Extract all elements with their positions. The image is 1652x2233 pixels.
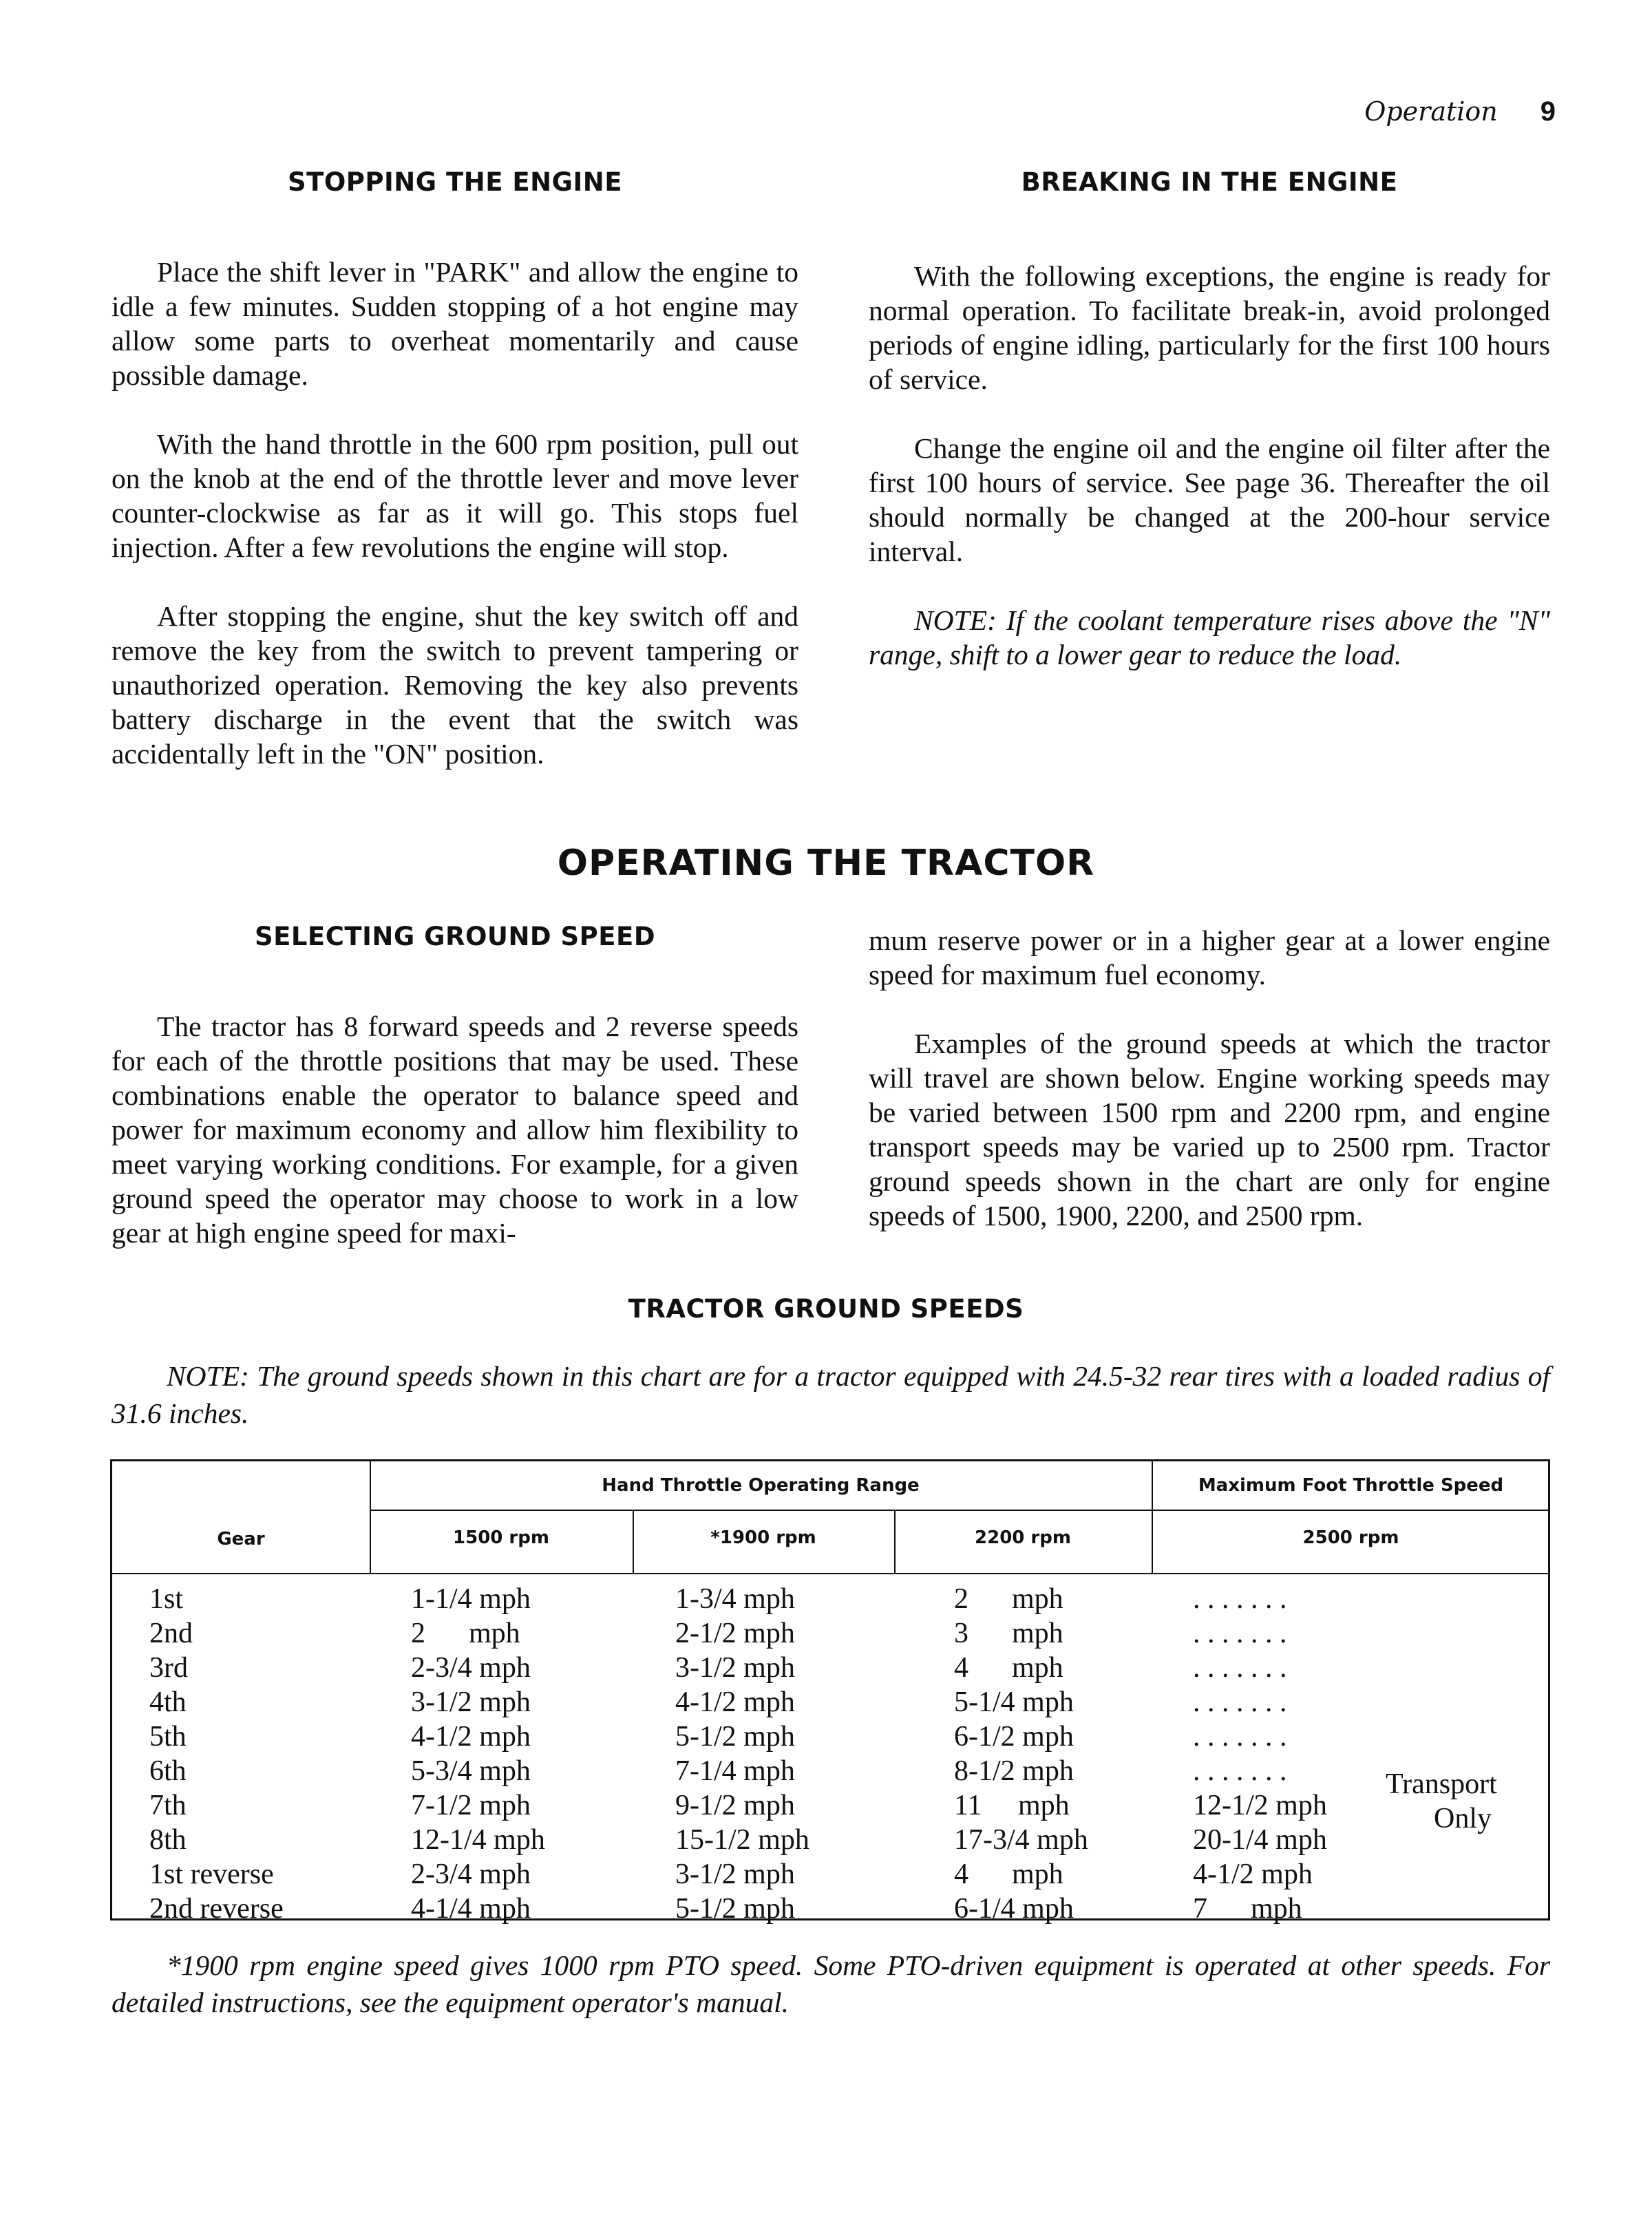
- selecting-speed-heading: SELECTING GROUND SPEED: [254, 922, 656, 951]
- speed-2500-cell: . . . . . . .: [1193, 1583, 1287, 1615]
- speed-2500-cell: . . . . . . .: [1193, 1652, 1287, 1684]
- speed-2500-cell: 4-1/2 mph: [1193, 1859, 1313, 1890]
- speed-2500-cell: 20-1/4 mph: [1193, 1824, 1327, 1856]
- speed-2500-cell: . . . . . . .: [1193, 1755, 1287, 1787]
- speed-2200-cell: 17-3/4 mph: [954, 1824, 1088, 1856]
- gear-cell: 7th: [149, 1790, 187, 1821]
- speed-2500-cell: . . . . . . .: [1193, 1721, 1287, 1753]
- gear-cell: 1st reverse: [149, 1859, 274, 1890]
- ground-speeds-note: NOTE: The ground speeds shown in this chart are for a tractor equipped with 24.5-32 rear tires with a loaded radius of 31.6 inches.: [112, 1360, 1550, 1429]
- speed-1500-cell: 3-1/2 mph: [411, 1686, 531, 1718]
- speed-2200-cell: 3 mph: [954, 1618, 1063, 1649]
- speed-2500-cell: 7 mph: [1193, 1893, 1302, 1925]
- rpm-1500-header: 1500 rpm: [453, 1527, 549, 1548]
- selecting-paragraph-1-continued: mum reserve power or in a higher gear at a lower engine speed for maximum fuel economy.: [869, 924, 1550, 991]
- speed-2200-cell: 6-1/4 mph: [954, 1893, 1074, 1925]
- speed-1500-cell: 7-1/2 mph: [411, 1790, 531, 1821]
- gear-cell: 1st: [149, 1583, 184, 1615]
- speed-1500-cell: 2-3/4 mph: [411, 1652, 531, 1684]
- speed-2500-cell: . . . . . . .: [1193, 1686, 1287, 1718]
- running-head: [1364, 96, 1556, 127]
- speed-2200-cell: 2 mph: [954, 1583, 1063, 1615]
- pto-footnote: *1900 rpm engine speed gives 1000 rpm PTO speed. Some PTO-driven equipment is operated at other speeds. For detailed instructions, see the equipment operator's manual.: [112, 1949, 1550, 2018]
- breaking-in-heading: BREAKING IN THE ENGINE: [1021, 167, 1398, 197]
- speed-1500-cell: 1-1/4 mph: [411, 1583, 531, 1615]
- speed-1500-cell: 4-1/2 mph: [411, 1721, 531, 1753]
- ground-speeds-table: [110, 1459, 1550, 1925]
- gear-cell: 2nd reverse: [149, 1893, 284, 1925]
- table-body-rule: [112, 1573, 1550, 1574]
- speed-1900-cell: 3-1/2 mph: [675, 1652, 795, 1684]
- foot-throttle-header: Maximum Foot Throttle Speed: [1198, 1475, 1504, 1496]
- speed-1900-cell: 1-3/4 mph: [675, 1583, 795, 1615]
- speed-1500-cell: 2 mph: [411, 1618, 520, 1649]
- gear-column-header: Gear: [217, 1529, 265, 1549]
- transport-note-line-1: Transport: [1386, 1768, 1497, 1800]
- transport-note-line-2: Only: [1434, 1803, 1492, 1834]
- speed-1500-cell: 4-1/4 mph: [411, 1893, 531, 1925]
- speed-1900-cell: 9-1/2 mph: [675, 1790, 795, 1821]
- selecting-speed-section: [112, 920, 798, 1250]
- gear-cell: 6th: [149, 1755, 187, 1787]
- coolant-note: NOTE: If the coolant temperature rises above the "N" range, shift to a lower gear to reduce the load.: [869, 604, 1550, 670]
- table-header-rule: [370, 1510, 1550, 1511]
- speed-2200-cell: 4 mph: [954, 1859, 1063, 1890]
- speed-1900-cell: 2-1/2 mph: [675, 1618, 795, 1649]
- gear-cell: 4th: [149, 1686, 187, 1718]
- speed-2500-cell: 12-1/2 mph: [1193, 1790, 1327, 1821]
- stopping-paragraph-1: Place the shift lever in "PARK" and allow the engine to idle a few minutes. Sudden stopping of a hot engine may allow some parts to overheat momentarily and cause possible damage.: [112, 256, 798, 391]
- page-number: 9: [1540, 96, 1556, 127]
- speed-2200-cell: 4 mph: [954, 1652, 1063, 1684]
- speed-2200-cell: 11 mph: [954, 1790, 1070, 1821]
- gear-cell: 8th: [149, 1824, 187, 1856]
- stopping-section: [112, 165, 798, 771]
- speed-1900-cell: 5-1/2 mph: [675, 1893, 795, 1925]
- speed-1900-cell: 4-1/2 mph: [675, 1686, 795, 1718]
- gear-cell: 2nd: [149, 1618, 193, 1649]
- speed-1500-cell: 5-3/4 mph: [411, 1755, 531, 1787]
- speed-1500-cell: 12-1/4 mph: [411, 1824, 545, 1856]
- rpm-1900-header: *1900 rpm: [710, 1527, 816, 1548]
- speed-2200-cell: 5-1/4 mph: [954, 1686, 1074, 1718]
- ground-speeds-title: TRACTOR GROUND SPEEDS: [628, 1294, 1024, 1324]
- speed-2200-cell: 6-1/2 mph: [954, 1721, 1074, 1753]
- selecting-speed-continued: [869, 923, 1550, 1233]
- rpm-2500-header: 2500 rpm: [1302, 1527, 1399, 1548]
- breaking-in-paragraph-1: With the following exceptions, the engine is ready for normal operation. To facilitate break-in, avoid prolonged periods of engine idling, particularly for the first 100 hours of service.: [869, 260, 1550, 395]
- section-title: Operation: [1364, 96, 1498, 127]
- speed-2500-cell: . . . . . . .: [1193, 1618, 1287, 1649]
- speed-1900-cell: 7-1/4 mph: [675, 1755, 795, 1787]
- hand-throttle-header: Hand Throttle Operating Range: [602, 1475, 920, 1496]
- gear-cell: 5th: [149, 1721, 187, 1753]
- speed-1500-cell: 2-3/4 mph: [411, 1859, 531, 1890]
- speed-1900-cell: 5-1/2 mph: [675, 1721, 795, 1753]
- selecting-paragraph-1: The tractor has 8 forward speeds and 2 reverse speeds for each of the throttle positions that may be used. These combinations enable the operator to balance speed and power for maximum economy and allow him flexibility to meet varying working conditions. For example, for a given ground speed the operator may choose to work in a low gear at high engine speed for maxi-: [112, 1010, 798, 1249]
- stopping-heading: STOPPING THE ENGINE: [287, 167, 623, 197]
- operating-title: OPERATING THE TRACTOR: [557, 843, 1095, 884]
- breaking-in-paragraph-2: Change the engine oil and the engine oil filter after the first 100 hours of service. See page 36. Thereafter the oil should normally be changed at the 200-hour service interval.: [869, 432, 1550, 567]
- breaking-in-section: [869, 165, 1550, 672]
- stopping-paragraph-3: After stopping the engine, shut the key switch off and remove the key from the switch to prevent tampering or unauthorized operation. Removing the key also prevents battery discharge in the event that the switch was accidentally left in the "ON" position.: [112, 600, 798, 770]
- gear-cell: 3rd: [149, 1652, 188, 1684]
- rpm-2200-header: 2200 rpm: [975, 1527, 1071, 1548]
- speed-1900-cell: 3-1/2 mph: [675, 1859, 795, 1890]
- selecting-paragraph-2: Examples of the ground speeds at which the tractor will travel are shown below. Engine working speeds may be varied between 1500 rpm and 2200 rpm, and engine transport speeds may be varied up to 2500 rpm. Tractor ground speeds shown in the chart are only for engine speeds of 1500, 1900, 2200, and 2500 rpm.: [869, 1028, 1550, 1231]
- speed-1900-cell: 15-1/2 mph: [675, 1824, 809, 1856]
- stopping-paragraph-2: With the hand throttle in the 600 rpm position, pull out on the knob at the end of the throttle lever and move lever counter-clockwise as far as it will go. This stops fuel injection. After a few revolutions the engine will stop.: [112, 428, 798, 563]
- speed-2200-cell: 8-1/2 mph: [954, 1755, 1074, 1787]
